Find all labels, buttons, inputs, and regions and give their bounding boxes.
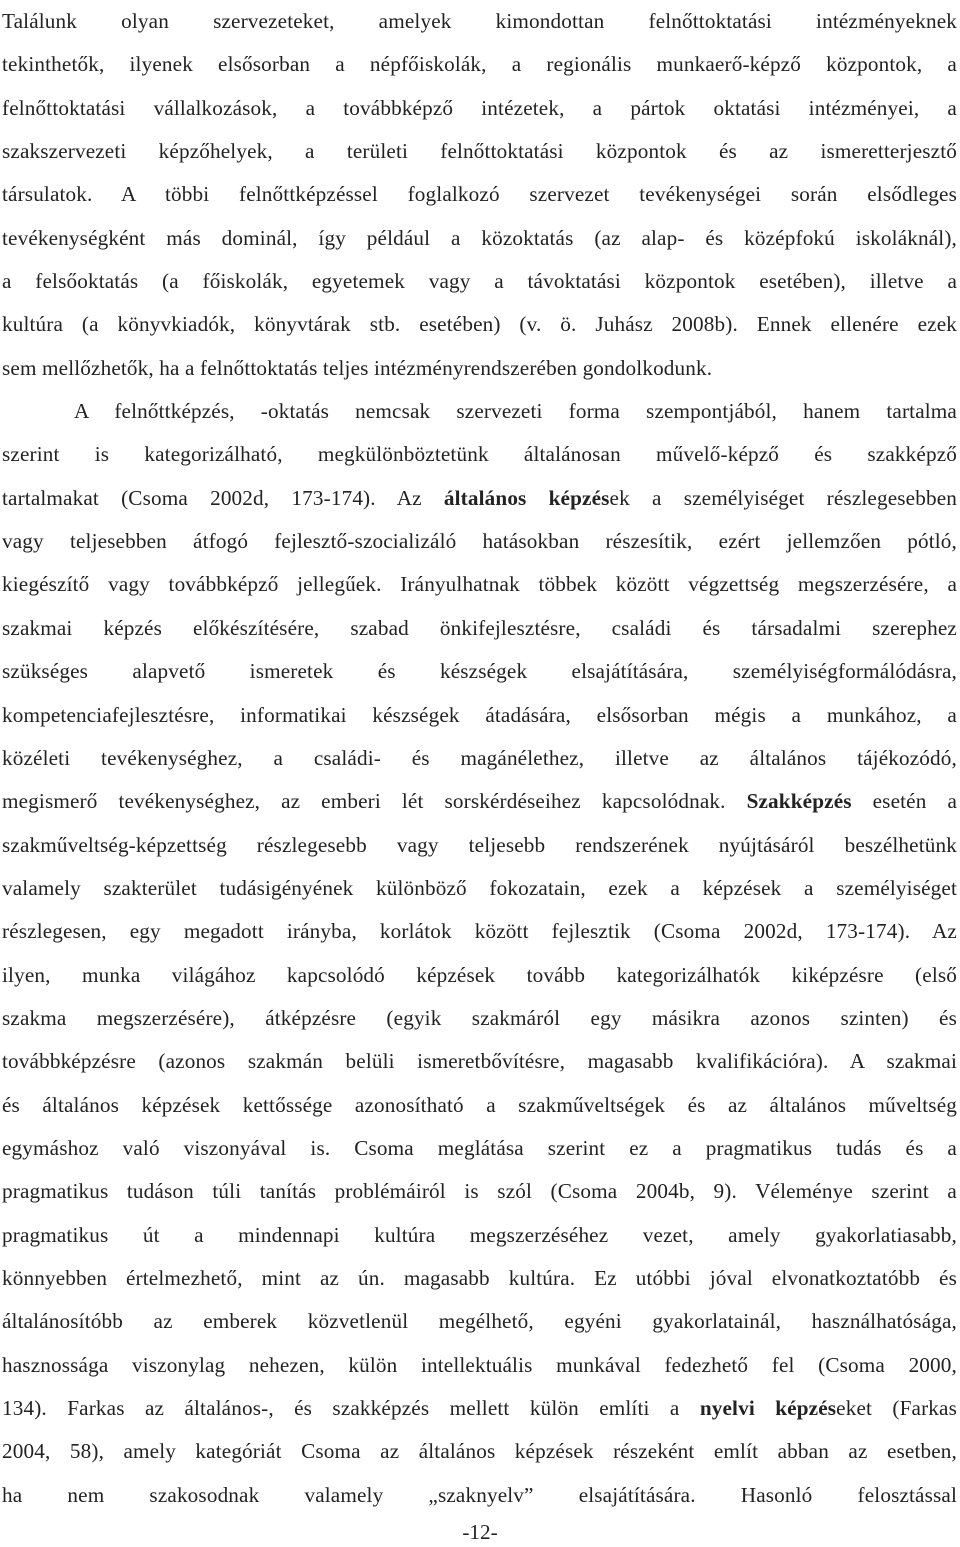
- text-line: A felnőttképzés, -oktatás nemcsak szervezeti forma szempontjából, hanem tartalma: [74, 399, 957, 424]
- text-line: [2, 780, 957, 823]
- text-line: egymáshoz való viszonyával is. Csoma meglátása szerint ez a pragmatikus tudás és a: [2, 1135, 957, 1160]
- text-line: részlegesen, egy megadott irányba, korlátok között fejlesztik (Csoma 2002d, 173-174). Az: [2, 919, 957, 944]
- text-line: [2, 1387, 957, 1430]
- text-run: 134). Farkas az általános-, és szakképzés mellett külön említi a: [2, 1396, 700, 1420]
- text-line: kompetenciafejlesztésre, informatikai készségek átadására, elsősorban mégis a munkához, a: [2, 702, 957, 727]
- text-line: vagy teljesebben átfogó fejlesztő-szocializáló hatásokban részesítik, ezért jellemzően pótló,: [2, 529, 957, 554]
- term-language-training: nyelvi képzés: [699, 1396, 837, 1420]
- text-line: általánosítóbb az emberek közvetlenül megélhető, egyéni gyakorlatainál, használhatósága,: [2, 1309, 957, 1334]
- text-line: Találunk olyan szervezeteket, amelyek kimondottan felnőttoktatási intézményeknek: [2, 9, 957, 33]
- text-line: szakma megszerzésére), átképzésre (egyik szakmáról egy másikra azonos szinten) és: [2, 1005, 957, 1030]
- text-line: tekinthetők, ilyenek elsősorban a népfőiskolák, a regionális munkaerő-képző központok, a: [2, 52, 957, 77]
- text-run: eket (Farkas: [836, 1396, 957, 1420]
- text-line: ha nem szakosodnak valamely „szaknyelv” elsajátítására. Hasonló felosztással: [2, 1482, 957, 1507]
- text-line: szakmai képzés előkészítésére, szabad önkifejlesztésre, családi és társadalmi szerephez: [2, 615, 957, 640]
- text-line: kiegészítő vagy továbbképző jellegűek. Irányulhatnak többek között végzettség megszerzésére, a: [2, 572, 957, 597]
- text-line: sem mellőzhetők, ha a felnőttoktatás teljes intézményrendszerében gondolkodunk.: [2, 355, 713, 380]
- paragraph-1: [2, 0, 957, 390]
- text-line: 2004, 58), amely kategóriát Csoma az általános képzések részeként említ abban az esetben,: [2, 1439, 957, 1464]
- text-line: [2, 477, 957, 520]
- text-line: pragmatikus tudáson túli tanítás problémáiról is szól (Csoma 2004b, 9). Véleménye szerint a: [2, 1179, 957, 1204]
- text-line: kultúra (a könyvkiadók, könyvtárak stb. esetében) (v. ö. Juhász 2008b). Ennek ellenére ezek: [2, 312, 957, 337]
- text-line: és általános képzések kettőssége azonosítható a szakműveltségek és az általános műveltség: [2, 1092, 957, 1117]
- paragraph-2: [2, 390, 957, 1517]
- text-run: megismerő tevékenységhez, az emberi lét sorskérdéseihez kapcsolódnak.: [2, 789, 747, 814]
- text-line: szakműveltség-képzettség részlegesebb vagy teljesebb rendszerének nyújtásáról beszélhetünk: [2, 832, 957, 857]
- text-line: valamely szakterület tudásigényének különböző fokozatain, ezek a képzések a személyiséget: [2, 875, 957, 900]
- text-line: ilyen, munka világához kapcsolódó képzések tovább kategorizálhatók kiképzésre (első: [2, 962, 957, 987]
- text-line: közéleti tevékenységhez, a családi- és magánélethez, illetve az általános tájékozódó,: [2, 745, 957, 770]
- text-run: tartalmakat (Csoma 2002d, 173-174). Az: [2, 485, 444, 510]
- term-general-training: általános képzés: [443, 485, 610, 510]
- text-line: szakszervezeti képzőhelyek, a területi felnőttoktatási központok és az ismeretterjesztő: [2, 139, 957, 164]
- term-vocational-training: Szakképzés: [746, 789, 852, 814]
- page-number: -12-: [462, 1520, 498, 1544]
- text-line: felnőttoktatási vállalkozások, a továbbképző intézetek, a pártok oktatási intézményei, a: [2, 95, 957, 120]
- text-line: a felsőoktatás (a főiskolák, egyetemek vagy a távoktatási központok esetében), illetve a: [2, 269, 957, 294]
- text-run: esetén a: [851, 789, 957, 814]
- body-text: [2, 0, 957, 1517]
- text-run: ek a személyiséget részlegesebben: [609, 485, 957, 510]
- text-line: hasznossága viszonylag nehezen, külön intellektuális munkával fedezhető fel (Csoma 2000,: [2, 1352, 957, 1377]
- text-line: könnyebben értelmezhető, mint az ún. magasabb kultúra. Ez utóbbi jóval elvonatkoztatóbb és: [2, 1265, 957, 1290]
- text-line: továbbképzésre (azonos szakmán belüli ismeretbővítésre, magasabb kvalifikációra). A szakmai: [2, 1049, 957, 1074]
- text-line: tevékenységként más dominál, így például a közoktatás (az alap- és középfokú iskoláknál),: [2, 225, 957, 250]
- text-line: pragmatikus út a mindennapi kultúra megszerzéséhez vezet, amely gyakorlatiasabb,: [2, 1222, 957, 1247]
- text-line: társulatok. A többi felnőttképzéssel foglalkozó szervezet tevékenységei során elsődleges: [2, 182, 957, 207]
- text-line: szerint is kategorizálható, megkülönböztetünk általánosan művelő-képző és szakképző: [2, 442, 957, 467]
- text-line: szükséges alapvető ismeretek és készségek elsajátítására, személyiségformálódásra,: [2, 659, 957, 684]
